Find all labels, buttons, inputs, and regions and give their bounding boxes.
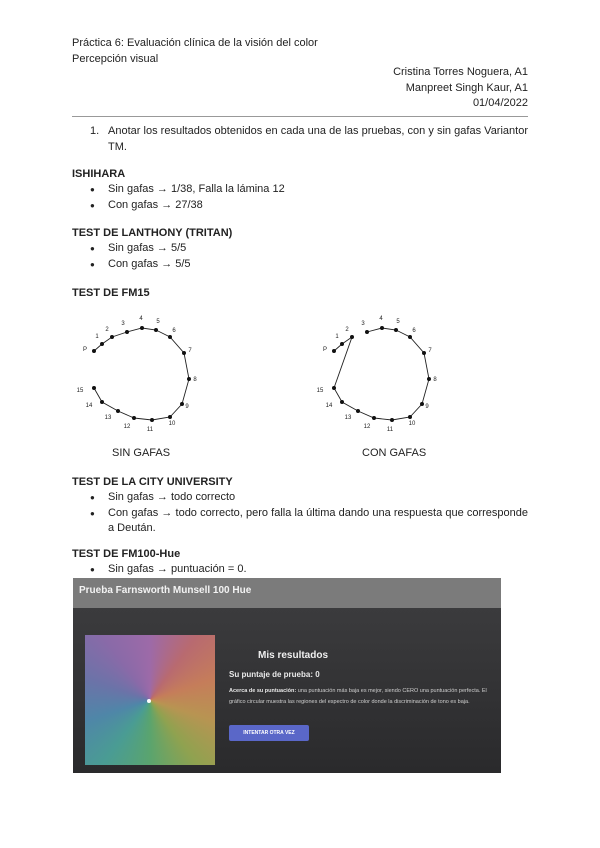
screenshot-body [73,608,501,773]
score-description [229,686,491,708]
arrangement-line [94,328,189,420]
list-item: ● Con gafas → 27/38 [90,198,528,214]
caption-con-gafas: CON GAFAS [362,447,427,459]
cap-point [380,326,384,330]
cap-label: 15 [316,388,324,394]
section-city-title: TEST DE LA CITY UNIVERSITY [72,476,233,488]
wheel-center-dot [147,699,151,703]
cap-label: 7 [428,348,432,354]
cap-label: 4 [379,316,383,322]
author-1: Cristina Torres Noguera, A1 [393,66,528,78]
fm15-arrangement-diagrams [72,306,472,446]
cap-label: 11 [386,427,394,433]
cap-label: 4 [139,316,143,322]
cap-label: 1 [95,334,99,340]
cap-point [340,400,344,404]
cap-label: 8 [193,377,197,383]
cap-point [408,335,412,339]
screenshot-app-title: Prueba Farnsworth Munsell 100 Hue [79,585,252,596]
cap-label: 10 [408,421,416,427]
header-left [72,35,318,67]
list-item: ● Sin gafas → todo correcto [90,490,528,506]
cap-point [408,415,412,419]
cap-point [427,377,431,381]
cap-label: 14 [85,403,93,409]
cap-point [187,377,191,381]
subject-title: Percepción visual [72,53,159,65]
question-text: Anotar los resultados obtenidos en cada una de las pruebas, con y sin gafas Variantor TM. [108,125,528,153]
section-lanthony-title: TEST DE LANTHONY (TRITAN) [72,227,233,239]
cap-point [356,409,360,413]
fm15-diagram-sin-gafas [77,316,198,433]
header-right [393,65,528,112]
cap-point [125,330,129,334]
section-fm100-title: TEST DE FM100-Hue [72,548,181,560]
cap-point [100,342,104,346]
score-label: Su puntaje de prueba: 0 [229,670,320,679]
list-item: ● Con gafas → 5/5 [90,257,528,273]
cap-label: 15 [76,388,84,394]
fm100-list [90,562,528,578]
cap-point [110,335,114,339]
cap-label: 13 [104,415,112,421]
lanthony-list [90,241,528,272]
cap-label: 2 [105,327,109,333]
cap-point [116,409,120,413]
arrangement-line [334,328,429,420]
cap-label: 6 [172,328,176,334]
course-title: Práctica 6: Evaluación clínica de la visión del color [72,37,318,49]
fm100-screenshot [73,578,501,773]
cap-label: 9 [425,404,429,410]
cap-point [92,386,96,390]
caption-sin-gafas: SIN GAFAS [112,447,171,459]
cap-label: 10 [168,421,176,427]
description-text: una puntuación más baja es mejor, siendo CERO una puntuación perfecta. El gráfico circular muestra las regiones del espectro de color donde la discriminación de tono es baja. [229,688,487,705]
cap-point [422,351,426,355]
cap-point [332,386,336,390]
list-item: ● Sin gafas → 1/38, Falla la lámina 12 [90,182,528,198]
results-title: Mis resultados [258,650,329,661]
cap-label: P [82,347,88,353]
header-divider [72,116,528,117]
cap-label: 5 [156,319,160,325]
cap-point [150,418,154,422]
cap-point [180,402,184,406]
cap-point [168,415,172,419]
question-number: 1. [90,125,100,137]
cap-label: 3 [361,321,365,327]
cap-label: 13 [344,415,352,421]
list-item: ● Con gafas → todo correcto, pero falla la última dando una respuesta que corresponde a Deután. [90,506,528,537]
cap-label: 5 [396,319,400,325]
cap-label: P [322,347,328,353]
description-lead: Acerca de su puntuación: [229,688,297,694]
cap-point [92,349,96,353]
list-item: ● Sin gafas → 5/5 [90,241,528,257]
fm15-diagram-con-gafas [317,316,438,433]
cap-label: 1 [335,334,339,340]
cap-point [332,349,336,353]
city-list [90,490,528,537]
section-ishihara-title: ISHIHARA [72,168,126,180]
cap-point [154,328,158,332]
cap-point [365,330,369,334]
cap-label: 9 [185,404,189,410]
cap-point [132,416,136,420]
cap-label: 11 [146,427,154,433]
cap-label: 8 [433,377,437,383]
cap-label: 7 [188,348,192,354]
cap-point [394,328,398,332]
cap-point [100,400,104,404]
cap-point [340,342,344,346]
cap-point [168,335,172,339]
cap-label: 3 [121,321,125,327]
cap-point [182,351,186,355]
cap-point [420,402,424,406]
list-item: ● Sin gafas → puntuación = 0. [90,562,528,578]
question-1 [90,124,528,155]
cap-label: 2 [345,327,349,333]
cap-label: 6 [412,328,416,334]
ishihara-list [90,182,528,213]
retry-button[interactable]: INTENTAR OTRA VEZ [229,725,309,741]
date: 01/04/2022 [472,97,528,109]
cap-label: 12 [363,424,371,430]
cap-point [372,416,376,420]
section-fm15-title: TEST DE FM15 [72,287,150,299]
author-2: Manpreet Singh Kaur, A1 [405,81,528,94]
cap-label: 14 [325,403,333,409]
cap-point [350,335,354,339]
cap-point [140,326,144,330]
cap-label: 12 [123,424,131,430]
screenshot-titlebar [73,578,501,608]
cap-point [390,418,394,422]
